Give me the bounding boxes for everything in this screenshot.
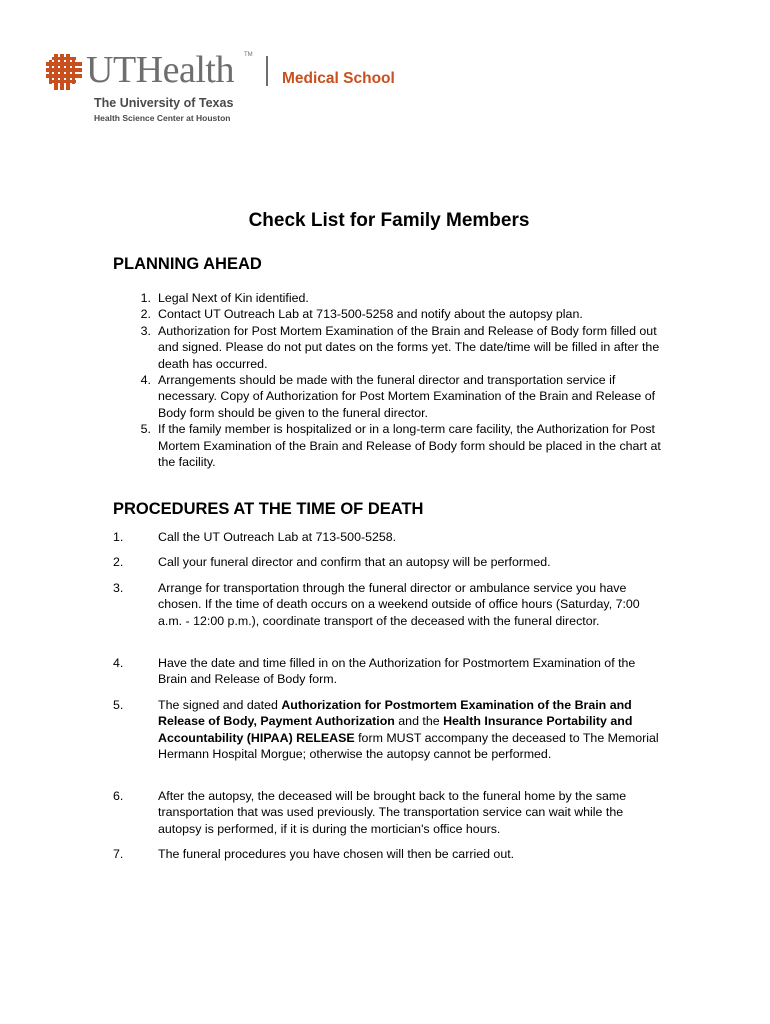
list-item — [113, 323, 673, 372]
planning-heading: PLANNING AHEAD — [113, 255, 262, 273]
procedure-text — [158, 697, 663, 763]
logo-wordmark: UTHealth — [86, 49, 234, 91]
procedure-number: 7. — [113, 847, 124, 861]
list-item-text: If the family member is hospitalized or in a long-term care facility, the Authorization for Post Mortem Examination of the Brain and Release of Body form should be placed in the chart at the facility. — [158, 422, 661, 470]
procedure-text-part: and the — [394, 714, 444, 729]
procedure-text: Call the UT Outreach Lab at 713-500-5258. — [158, 530, 397, 544]
procedure-text-bold: Authorization for Postmortem Examination of the Brain and Release of Body, Payment Authorization — [158, 698, 632, 729]
procedure-number: 3. — [113, 581, 124, 595]
trademark-mark: TM — [244, 52, 253, 58]
procedure-text: The funeral procedures you have chosen will then be carried out. — [158, 847, 515, 861]
procedure-number: 5. — [113, 698, 124, 712]
list-item-text: Authorization for Post Mortem Examination of the Brain and Release of Body form filled out and signed. Please do not put dates on the forms yet. The date/time will be filled in after the death has occurred. — [158, 323, 660, 371]
list-item-number: 2. — [140, 307, 151, 322]
procedures-heading: PROCEDURES AT THE TIME OF DEATH — [113, 500, 424, 518]
procedure-text-part: The signed and dated — [158, 698, 282, 712]
procedure-number: 6. — [113, 789, 124, 803]
procedure-text-part: form MUST accompany the deceased to The Memorial Hermann Hospital Morgue; otherwise the autopsy cannot be performed. — [158, 730, 659, 762]
logo-divider — [266, 56, 268, 86]
school-name: Medical School — [282, 70, 395, 87]
procedure-number: 4. — [113, 656, 124, 670]
uthealth-logo — [46, 50, 426, 130]
procedure-text: Have the date and time filled in on the Authorization for Postmortem Examination of the Brain and Release of Body form. — [158, 656, 636, 687]
list-item-number: 4. — [140, 373, 151, 388]
list-item — [113, 372, 673, 421]
list-item — [113, 306, 673, 322]
list-item — [113, 421, 673, 470]
procedure-number: 2. — [113, 555, 124, 569]
procedure-text: Call your funeral director and confirm that an autopsy will be performed. — [158, 555, 551, 569]
procedure-number: 1. — [113, 530, 124, 544]
list-item-text: Contact UT Outreach Lab at 713-500-5258 and notify about the autopsy plan. — [158, 307, 583, 322]
planning-list — [113, 290, 673, 470]
procedure-text: After the autopsy, the deceased will be brought back to the funeral home by the same transportation that was used previously. The transportation service can wait while the autopsy is performed, if it is during the mortician's office hours. — [158, 789, 627, 836]
list-item-text: Arrangements should be made with the funeral director and transportation service if necessary. Copy of Authorization for Post Mortem Examination of the Brain and Release of Body form should be given to the funeral director. — [158, 373, 656, 420]
university-name: The University of Texas — [94, 96, 234, 110]
center-name: Health Science Center at Houston — [94, 113, 231, 123]
page-title: Check List for Family Members — [248, 210, 530, 231]
list-item-number: 5. — [140, 422, 151, 437]
list-item — [113, 290, 673, 306]
list-item-number: 3. — [140, 323, 151, 338]
list-item-number: 1. — [140, 291, 151, 305]
procedure-text-bold: Health Insurance Portability and Accountability (HIPAA) RELEASE — [158, 714, 633, 745]
list-item-text: Legal Next of Kin identified. — [158, 291, 309, 305]
procedure-text: Arrange for transportation through the funeral director or ambulance service you have chosen. If the time of death occurs on a weekend outside of office hours (Saturday, 7:00 a.m. - 12:00 p.m.), coordinate transport of the deceased with the funeral director. — [158, 581, 640, 628]
uthealth-lattice-icon — [46, 54, 82, 90]
